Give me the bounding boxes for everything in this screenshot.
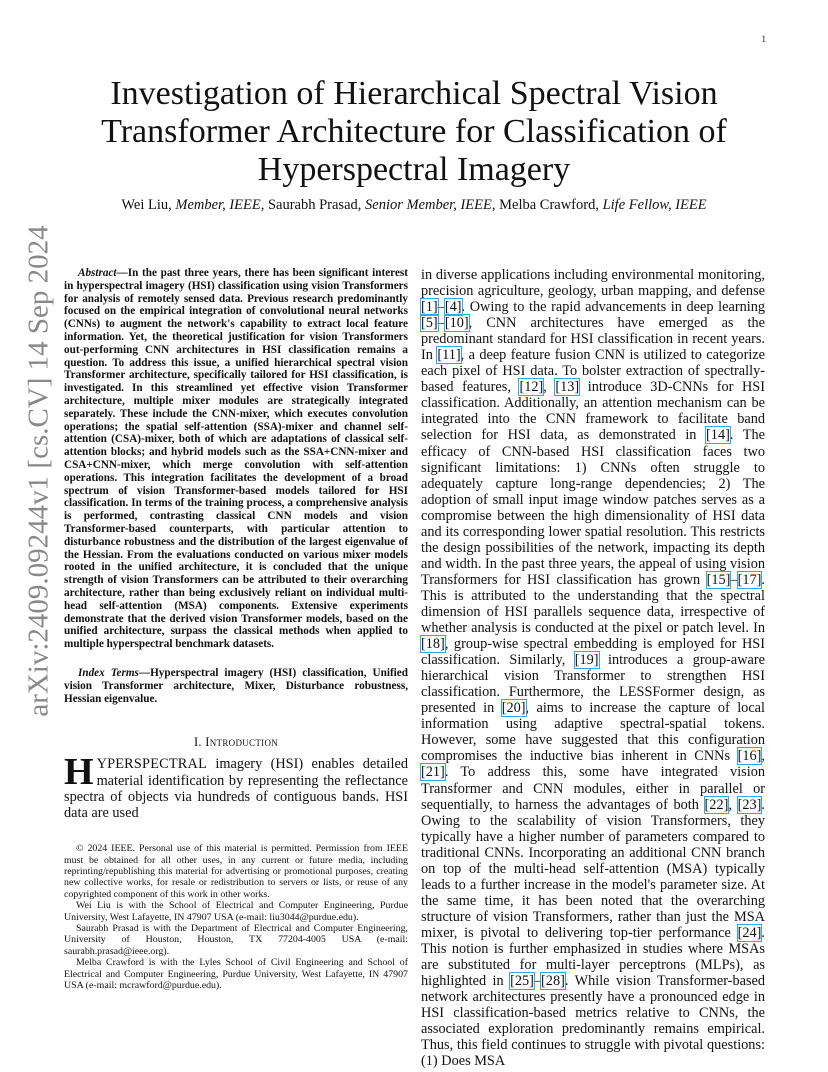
body-text: . Owing to the rapid advancements in deep learning [461, 299, 765, 316]
citation-link[interactable]: [22] [704, 796, 729, 813]
citation-link[interactable]: [14] [706, 427, 730, 444]
drop-cap: H [64, 751, 94, 794]
body-text: – [437, 299, 445, 316]
page-number: 1 [761, 34, 766, 44]
index-terms [64, 667, 408, 705]
affiliation-footnote-prasad: Saurabh Prasad is with the Department of Electrical and Computer Engineering, University of Houston, Houston, TX 77204-4005 USA (e-mail: saurabh.prasad@ieee.org). [64, 922, 408, 957]
citation-link[interactable]: [28] [541, 973, 565, 990]
body-text: , [761, 748, 765, 765]
arxiv-stamp [22, 225, 56, 717]
body-text: in diverse applications including environmental monitoring, precision agriculture, geology, urban mapping, and defense [421, 267, 765, 300]
body-text: – [730, 571, 738, 588]
citation-link[interactable]: [12] [519, 379, 544, 396]
affiliation-footnote-crawford: Melba Crawford is with the Lyles School of Civil Engineering and School of Electrical and Computer Engineering, Purdue University, West Lafayette, IN 47907 USA (e-mail: mcrawford@purdue.edu). [64, 957, 408, 991]
intro-capitalized-word: YPERSPECTRAL [96, 756, 208, 773]
section-numeral: I. [193, 735, 206, 750]
body-text: , a deep feature fusion CNN is utilized to categorize each pixel of HSI data. To bolster extraction of spectrally-based features, [421, 347, 765, 396]
body-text: , [728, 796, 738, 813]
citation-link[interactable]: [17] [737, 571, 762, 588]
author-saurabh-prasad-role: Senior Member, IEEE [365, 197, 492, 213]
citation-link[interactable]: [13] [555, 379, 580, 396]
intro-continuation [421, 267, 765, 1069]
body-text: . The efficacy of CNN-based HSI classification faces two significant limitations: 1) CNNs often struggle to adequately capture long-range dependencies; 2) The adoption of small input image window patches serves as a compromise between the high dimensionality of HSI data and its corresponding lower spatial resolution. This restricts the design possibilities of the network, impacting its depth and width. In the past three years, the appeal of using vision Transformers for HSI classification has grown [421, 427, 766, 588]
body-text: , [543, 379, 556, 396]
affiliation-footnote-liu: Wei Liu is with the School of Electrical and Computer Engineering, Purdue University, West Lafayette, IN 47907 USA (e-mail: liu3044@purdue.edu). [64, 900, 408, 923]
body-text: . To address this, some have integrated vision Transformer and CNN modules, either in parallel or sequentially, to harness the advantages of both [421, 764, 765, 813]
body-text: , group-wise spectral embedding is employed for HSI classification. Similarly, [421, 636, 765, 669]
abstract [64, 267, 408, 651]
citation-link[interactable]: [19] [574, 652, 599, 669]
author-melba-crawford: , Melba Crawford, [491, 197, 603, 213]
citation-link[interactable]: [20] [501, 700, 526, 717]
intro-paragraph [64, 751, 408, 821]
copyright-footnote: © 2024 IEEE. Personal use of this material is permitted. Permission from IEEE must be obtained for all other uses, in any current or future media, including reprinting/republishing this material for advertising or promotional purposes, creating new collective works, for resale or redistribution to servers or lists, or reuse of any copyrighted component of this work in other works. [64, 843, 408, 900]
body-text: introduce 3D-CNNs for HSI classification. Additionally, an attention mechanism can be integrated into the CNN framework to facilitate band selection for HSI data, as demonstrated in [421, 379, 765, 444]
citation-link[interactable]: [1] [421, 299, 438, 316]
right-column [421, 267, 765, 1069]
body-text: introduces a group-aware hierarchical vision Transformer to strengthen HSI classification. Furthermore, the LESSFormer design, as presented in [421, 652, 765, 717]
author-line [70, 197, 758, 214]
citation-link[interactable]: [23] [737, 796, 762, 813]
paper-title: Investigation of Hierarchical Spectral Vision Transformer Architecture for Classification of Hyperspectral Imagery [101, 75, 727, 188]
footnotes [64, 843, 408, 991]
arxiv-identifier[interactable]: arXiv:2409.09244v1 [cs.CV] 14 Sep 2024 [22, 225, 55, 717]
body-text: . This is attributed to the understanding that the spectral dimension of HSI parallels sequence data, irrespective of whether analysis is conducted at the pixel or patch level. In [421, 571, 765, 637]
author-wei-liu-role: Member, IEEE [175, 197, 261, 213]
body-text: . This notion is further emphasized in studies where MSAs are substituted for multi-layer perceptrons (MLPs), as highlighted in [421, 924, 765, 990]
body-text: , aims to increase the capture of local information using adaptive spectral-spatial tokens. However, some have suggested that this configuration compromises the inductive bias inherent in CNNs [421, 700, 765, 765]
citation-link[interactable]: [15] [706, 571, 731, 588]
left-column [64, 267, 408, 991]
abstract-text: —In the past three years, there has been significant interest in hyperspectral imagery (HSI) classification using vision Transformers for analysis of remotely sensed data. Previous research predominantly focused on the empirical integration of convolutional neural networks (CNNs) to augment the network's capability to extract local feature information. Yet, the theoretical justification for vision Transformers out-performing CNN architectures in HSI classification remains a question. To address this issue, a unified hierarchical spectral vision Transformer architecture, specifically tailored for HSI classification, is investigated. In this streamlined yet effective vision Transformer architecture, multiple mixer modules are strategically integrated separately. These include the CNN-mixer, which executes convolution operations; the spatial self-attention (SSA)-mixer and channel self-attention (CSA)-mixer, both of which are adaptations of classical self-attention blocks; and hybrid models such as the SSA+CNN-mixer and CSA+CNN-mixer, which merge convolution with self-attention operations. This integration facilitates the development of a broad spectrum of vision Transformer-based models tailored for HSI classification. In terms of the training process, a comprehensive analysis is performed, contrasting classical CNN models and vision Transformer-based counterparts, with particular attention to disturbance robustness and the distribution of the largest eigenvalue of the Hessian. From the evaluations conducted on various mixer models rooted in the unified architecture, it is concluded that the unique strength of vision Transformers can be attributed to their overarching architecture, rather than being exclusively reliant on individual multi-head self-attention (MSA) components. Extensive experiments demonstrate that the derived vision Transformer models, based on the unified architecture, surpass the classical methods when applied to multiple hyperspectral benchmark datasets. [64, 267, 408, 651]
body-text: . While vision Transformer-based network architectures presently have a pronounced edge in HSI classification-based metrics relative to CNNs, the associated exploration predominantly remains empirical. Thus, this field continues to struggle with pivotal questions: (1) Does MSA [421, 973, 765, 1070]
citation-link[interactable]: [24] [737, 924, 762, 941]
body-text: , CNN architectures have emerged as the predominant standard for HSI classification in recent years. In [421, 315, 765, 364]
author-wei-liu: Wei Liu, [121, 197, 176, 213]
body-text: – [437, 315, 445, 332]
author-saurabh-prasad: , Saurabh Prasad, [260, 197, 366, 213]
citation-link[interactable]: [11] [437, 347, 461, 364]
section-title: Introduction [205, 735, 279, 750]
section-heading-introduction [64, 735, 408, 750]
citation-link[interactable]: [21] [421, 764, 445, 781]
author-melba-crawford-role: Life Fellow, IEEE [602, 197, 707, 213]
citation-link[interactable]: [25] [510, 973, 534, 990]
citation-link[interactable]: [10] [444, 315, 469, 332]
body-text: . Owing to the scalability of vision Transformers, they typically have a higher number of parameters compared to traditional CNNs. Incorporating an additional CNN branch on top of the multi-head self-attention (MSA) typically leads to a further increase in the model's parameter size. At the same time, it has been noted that the overarching structure of vision Transformers, rather than just the MSA mixer, is pivotal to delivering top-tier performance [421, 796, 765, 941]
abstract-label: Abstract [78, 267, 117, 279]
citation-link[interactable]: [5] [421, 315, 438, 332]
citation-link[interactable]: [4] [444, 299, 462, 316]
index-terms-text: —Hyperspectral imagery (HSI) classification, Unified vision Transformer architecture, Mixer, Disturbance robustness, Hessian eigenvalue. [64, 666, 408, 705]
citation-link[interactable]: [16] [737, 748, 762, 765]
intro-text: imagery (HSI) enables detailed material identification by representing the reflectance spectra of objects via hundreds of contiguous bands. HSI data are used [64, 756, 408, 821]
index-terms-label: Index Terms [78, 666, 139, 679]
body-text: – [533, 973, 542, 990]
citation-link[interactable]: [18] [421, 636, 445, 653]
